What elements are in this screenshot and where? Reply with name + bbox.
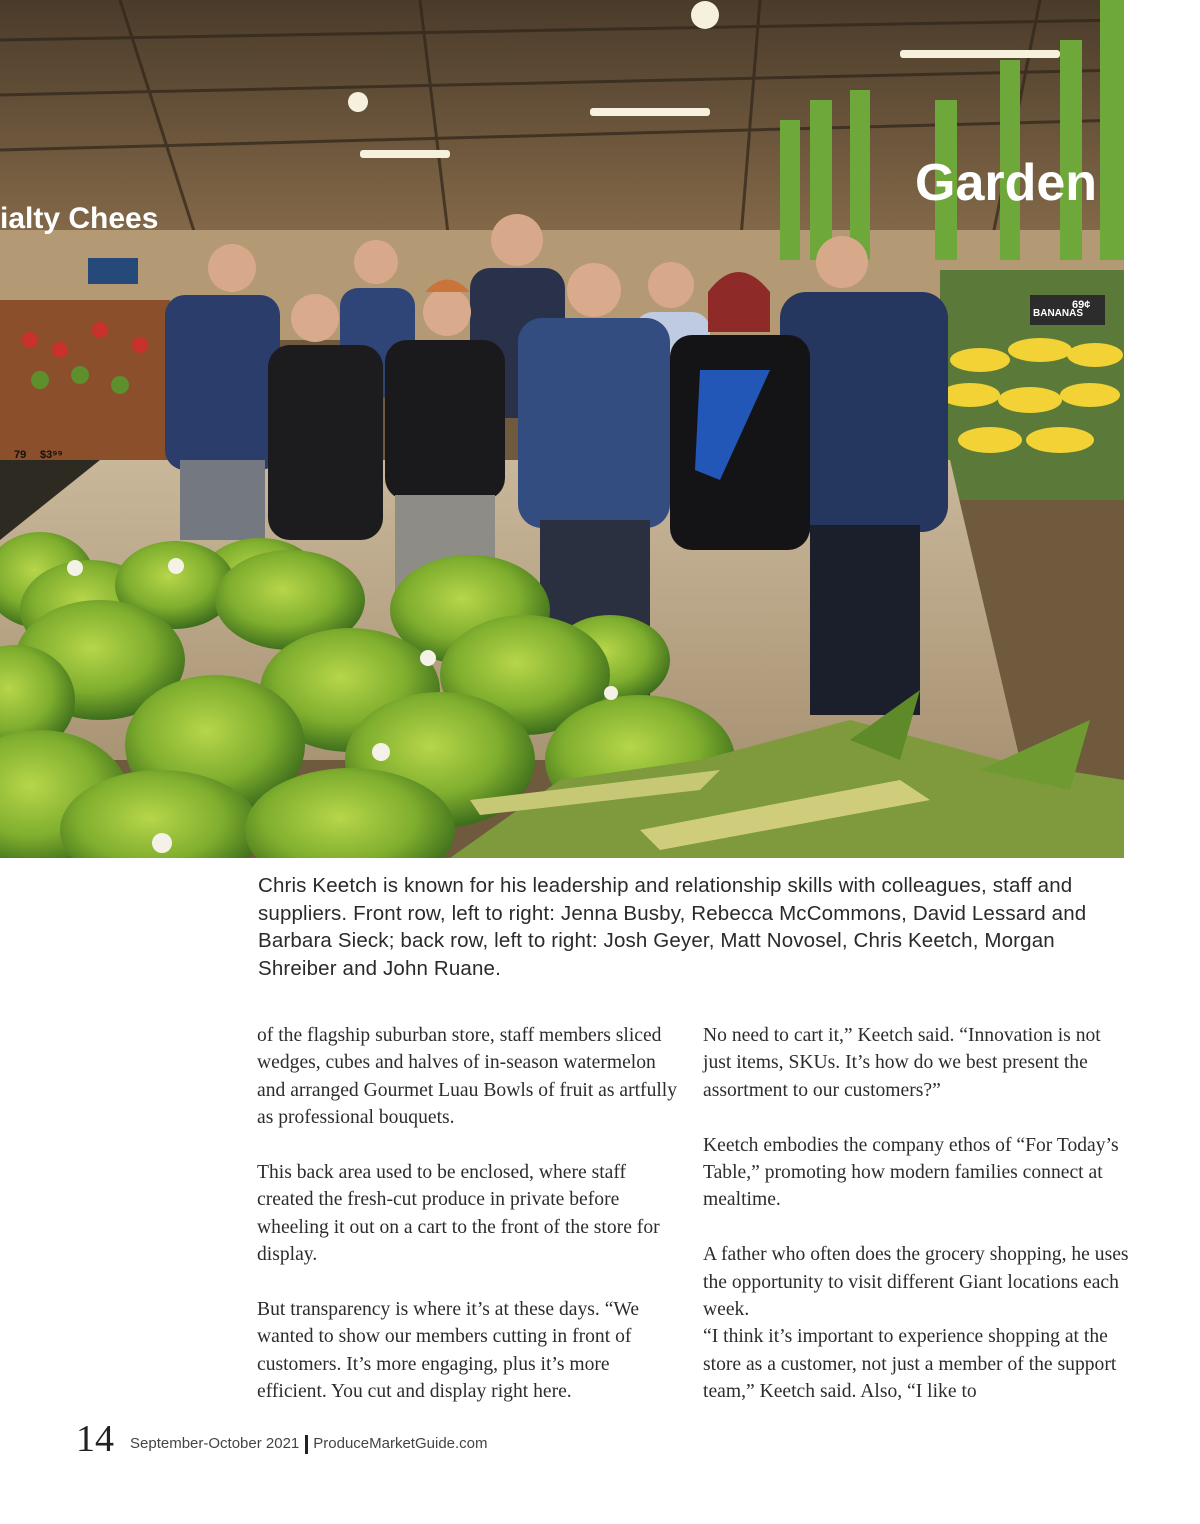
issue-date: September-October 2021 bbox=[130, 1435, 300, 1452]
footer-divider bbox=[305, 1435, 308, 1454]
paragraph: A father who often does the grocery shopping, he uses the opportunity to visit different Giant locations each week. bbox=[703, 1244, 1129, 1321]
paragraph: This back area used to be enclosed, where staff created the fresh-cut produce in private before wheeling it out on a cart to the front of the store for display. bbox=[257, 1162, 660, 1266]
garden-sign: Garden bbox=[915, 154, 1098, 212]
paragraph: Keetch embodies the company ethos of “For Today’s Table,” promoting how modern families connect at mealtime. bbox=[703, 1134, 1119, 1211]
article-left-column bbox=[257, 1022, 683, 1433]
website-link[interactable]: ProduceMarketGuide.com bbox=[313, 1435, 488, 1452]
paragraph: “I think it’s important to experience shopping at the store as a customer, not just a member of the support team,” Keetch said. Also, “I like to bbox=[703, 1326, 1117, 1403]
price-69: 69¢ bbox=[1072, 299, 1091, 311]
photo-caption: Chris Keetch is known for his leadership and relationship skills with colleagues, staff and suppliers. Front row, left to right: Jenna Busby, Rebecca McCommons, David Lessard and Barbara Sieck; back row, left to right: Josh Geyer, Matt Novosel, Chris Keetch, Morgan Shreiber and John Ruane. bbox=[258, 874, 1087, 980]
page-number: 14 bbox=[76, 1418, 114, 1460]
cheese-sign: ialty Chees bbox=[0, 202, 159, 235]
article-right-column bbox=[703, 1022, 1129, 1433]
price-79: 79 bbox=[14, 449, 27, 461]
paragraph: No need to cart it,” Keetch said. “Innovation is not just items, SKUs. It’s how do we best present the assortment to our customers?” bbox=[703, 1025, 1101, 1101]
paragraph: But transparency is where it’s at these days. “We wanted to show our members cutting in front of customers. It’s more engaging, plus it’s more efficient. You cut and display right here. bbox=[257, 1299, 640, 1403]
page-footer bbox=[76, 1418, 488, 1458]
bananas-sign: BANANAS bbox=[1033, 308, 1083, 319]
price-399: $3⁹⁹ bbox=[40, 449, 63, 461]
paragraph: of the flagship suburban store, staff members sliced wedges, cubes and halves of in-season watermelon and arranged Gourmet Luau Bowls of fruit as artfully as professional bouquets. bbox=[257, 1025, 678, 1129]
